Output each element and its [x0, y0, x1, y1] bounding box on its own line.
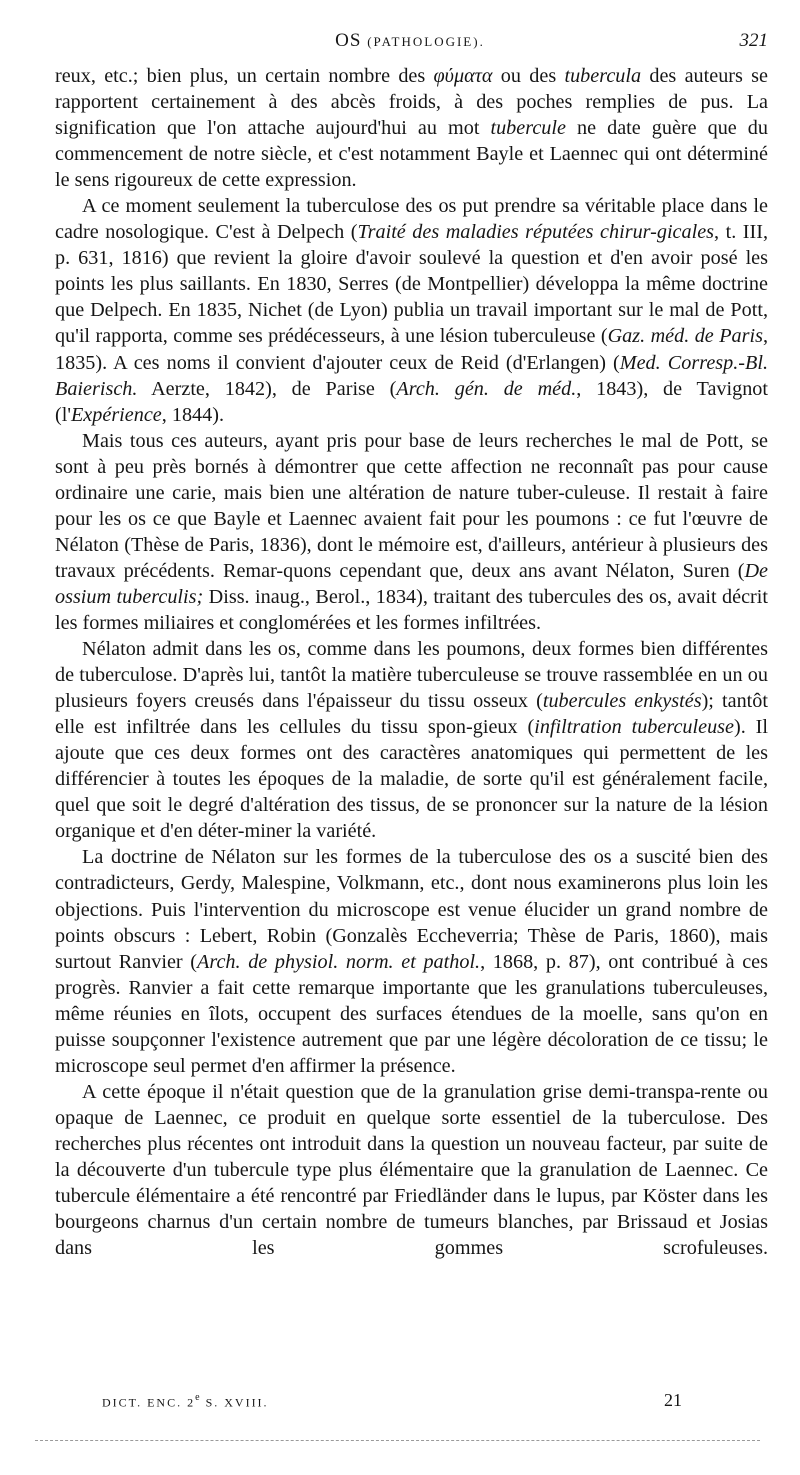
- signature-superscript: e: [195, 1392, 201, 1403]
- text-run: Mais tous ces auteurs, ayant pris pour base de leurs recherches le mal de Pott, se sont à peu près bornés à démontrer que cette affection ne reconnaît pas pour cause ordinaire une carie, mais bien une altération de nature tuber-culeuse. Il restait à faire pour les os ce que Bayle et Laennec avaient fait pour les poumons : ce fut l'œuvre de Nélaton (Thèse de Paris, 1836), dont le mémoire est, d'ailleurs, antérieur à plusieurs des travaux précédents. Remar-quons cependant que, deux ans avant Nélaton, Suren (: [55, 429, 768, 582]
- signature-prefix: DICT. ENC. 2: [102, 1395, 196, 1410]
- running-title: [52, 30, 768, 52]
- italic-text-run: Traité des maladies réputées chirur-gicales: [357, 221, 715, 244]
- text-run: Nélaton admit dans les os, comme dans les poumons, deux formes bien différentes de tuberculose. D'après lui, tantôt la matière tuberculeuse se trouve rassemblée en un ou plusieurs foyers creusés dans l'épaisseur du tissu osseux (: [55, 638, 768, 713]
- signature-suffix: S. XVIII.: [205, 1395, 269, 1410]
- italic-text-run: tubercula: [564, 65, 642, 87]
- text-run: des auteurs se rapportent certainement à des abcès froids, à des poches remplies de pus. La signification que l'on attache aujourd'hui au mot: [55, 65, 768, 140]
- bottom-rule: [35, 1440, 760, 1441]
- running-head: [52, 30, 768, 56]
- text-run: A ce moment seulement la tuberculose des os put prendre sa véritable place dans le cadre nosologique. C'est à Delpech (: [55, 195, 768, 244]
- paragraph: [55, 428, 768, 636]
- text-run: , t. III, p. 631, 1816) que revient la gloire d'avoir soulevé la question et d'en avoir posé les points les plus saillants. En 1830, Serres (de Montpellier) développa la même doctrine que Delpech. En 1835, Nichet (de Lyon) publia un travail important sur le mal de Pott, qu'il rapporta, comme ses prédécesseurs, à une lésion tuberculeuse (: [55, 221, 768, 348]
- paragraph: [55, 844, 768, 1078]
- text-run: Diss. inaug., Berol., 1834), traitant des tubercules des os, avait décrit les formes miliaires et conglomérées et les formes infiltrées.: [55, 585, 768, 634]
- italic-text-run: Arch. gén. de méd.: [396, 377, 577, 400]
- page-number: 321: [739, 30, 768, 51]
- italic-text-run: Med. Corresp.-Bl. Baierisch.: [55, 351, 768, 400]
- italic-text-run: tubercule: [490, 117, 566, 140]
- text-run: ). Il ajoute que ces deux formes ont des caractères anatomiques qui permettent de les différencier à toutes les époques de la maladie, de sorte qu'il est généralement facile, quel que soit le degré d'altération des tissus, de se prononcer sur la nature de la lésion organique et d'en déter-miner la variété.: [55, 716, 768, 843]
- italic-text-run: infiltration tuberculeuse: [534, 716, 734, 739]
- body-text: [55, 63, 768, 1261]
- text-run: , 1843), de Tavignot (l': [55, 377, 768, 426]
- running-title-main: OS: [335, 30, 362, 51]
- text-run: reux, etc.; bien plus, un certain nombre des: [55, 65, 434, 87]
- paragraph: [55, 193, 768, 427]
- italic-text-run: De ossium tuberculis;: [55, 559, 768, 608]
- running-title-section: (PATHOLOGIE).: [367, 34, 485, 49]
- printer-signature: [102, 1392, 269, 1411]
- italic-text-run: Arch. de physiol. norm. et pathol.: [197, 950, 481, 973]
- paragraph: [55, 1079, 768, 1261]
- page-footer: [102, 1390, 682, 1414]
- italic-text-run: Expérience: [70, 403, 162, 426]
- text-run: ne date guère que du commencement de notre siècle, et c'est notamment Bayle et Laennec qui ont déterminé le sens rigoureux de cette expression.: [55, 117, 768, 192]
- italic-text-run: φύματα: [433, 65, 493, 87]
- italic-text-run: Gaz. méd. de Paris: [607, 325, 763, 348]
- paragraph: [55, 63, 768, 193]
- text-run: , 1844).: [161, 403, 225, 426]
- text-run: Aerzte, 1842), de Parise (: [137, 377, 397, 400]
- sheet-number: 21: [664, 1390, 682, 1410]
- text-run: La doctrine de Nélaton sur les formes de la tuberculose des os a suscité bien des contradicteurs, Gerdy, Malespine, Volkmann, etc., dont nous examinerons plus loin les objections. Puis l'intervention du microscope est venue élucider un grand nombre de points obscurs : Lebert, Robin (Gonzalès Eccheverria; Thèse de Paris, 1860), mais surtout Ranvier (: [55, 846, 768, 973]
- paragraph: [55, 636, 768, 844]
- text-run: ou des: [492, 65, 565, 87]
- italic-text-run: tubercules enkystés: [542, 690, 702, 713]
- text-run: , 1835). A ces noms il convient d'ajouter ceux de Reid (d'Erlangen) (: [55, 325, 768, 374]
- text-run: ); tantôt elle est infiltrée dans les cellules du tissu spon-gieux (: [55, 690, 768, 739]
- text-run: , 1868, p. 87), ont contribué à ces progrès. Ranvier a fait cette remarque importante que les granulations tuberculeuses, même réunies en îlots, occupent des surfaces étendues de la moelle, sans qu'on en puisse soupçonner l'existence autrement que par une légère décoloration de ce tissu; le microscope seul permet d'en affirmer la présence.: [55, 950, 768, 1077]
- text-run: A cette époque il n'était question que de la granulation grise demi-transpa-rente ou opaque de Laennec, ce produit en quelque sorte essentiel de la tuberculose. Des recherches plus récentes ont introduit dans la question un nouveau facteur, par suite de la découverte d'un tubercule type plus élémentaire que la granulation de Laennec. Ce tubercule élémentaire a été rencontré par Friedländer dans le lupus, par Köster dans les bourgeons charnus d'un certain nombre de tumeurs blanches, par Brissaud et Josias dans les gommes scrofuleuses.: [55, 1080, 768, 1260]
